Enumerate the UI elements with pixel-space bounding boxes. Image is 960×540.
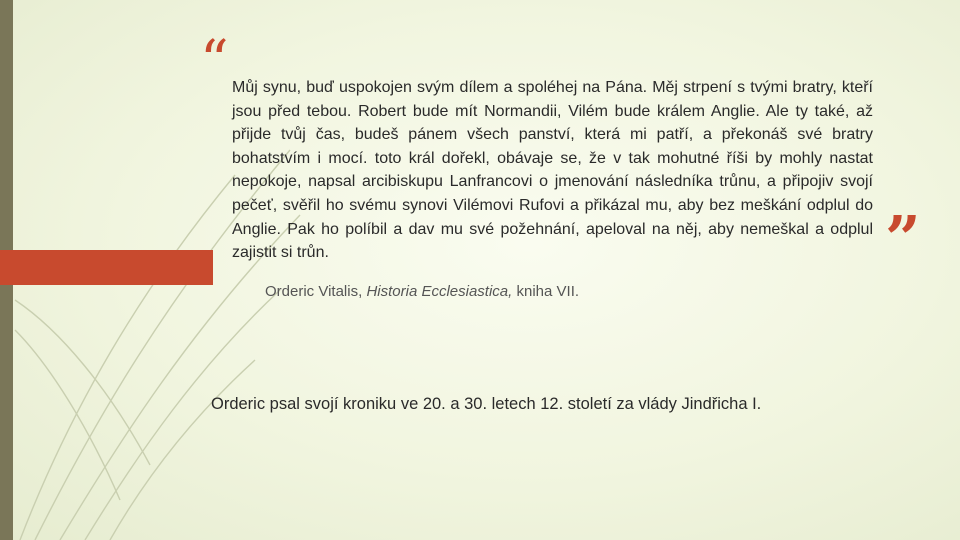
accent-tab	[0, 250, 213, 285]
citation-work: Historia Ecclesiastica,	[366, 283, 513, 300]
decor-line-1	[20, 175, 235, 540]
decor-line-5	[110, 360, 255, 540]
decor-line-7	[15, 330, 120, 500]
decor-line-4	[85, 290, 280, 540]
decor-line-6	[15, 300, 150, 465]
quote-body: Můj synu, buď uspokojen svým dílem a spoléhej na Pána. Měj strpení s tvými bratry, kteří jsou před tebou. Robert bude mít Normandii, Vilém bude králem Anglie. Ale ty také, až přijde tvůj čas, budeš pánem všech panství, která mi patří, a překonáš své bratry bohatstvím i mocí. toto král dořekl, obávaje se, že v tak mohutné říši by mohly nastat nepokoje, napsal arcibiskupu Lanfrancovi o jmenování následníka trůnu, a připojiv svojí pečeť, svěřil ho svému synovi Vilémovi Rufovi a přikázal mu, aby bez meškání odplul do Anglie. Pak ho políbil a dav mu své požehnání, apeloval na něj, aby nemeškal a odplul zajistit si trůn.	[232, 79, 873, 262]
open-quote-mark: “	[200, 29, 229, 94]
context-note: Orderic psal svojí kroniku ve 20. a 30. letech 12. století za vlády Jindřicha I.	[211, 395, 762, 413]
close-quote-mark: ”	[885, 202, 921, 275]
citation	[265, 283, 579, 300]
citation-author: Orderic Vitalis,	[265, 283, 363, 300]
citation-book: kniha VII.	[516, 283, 580, 300]
